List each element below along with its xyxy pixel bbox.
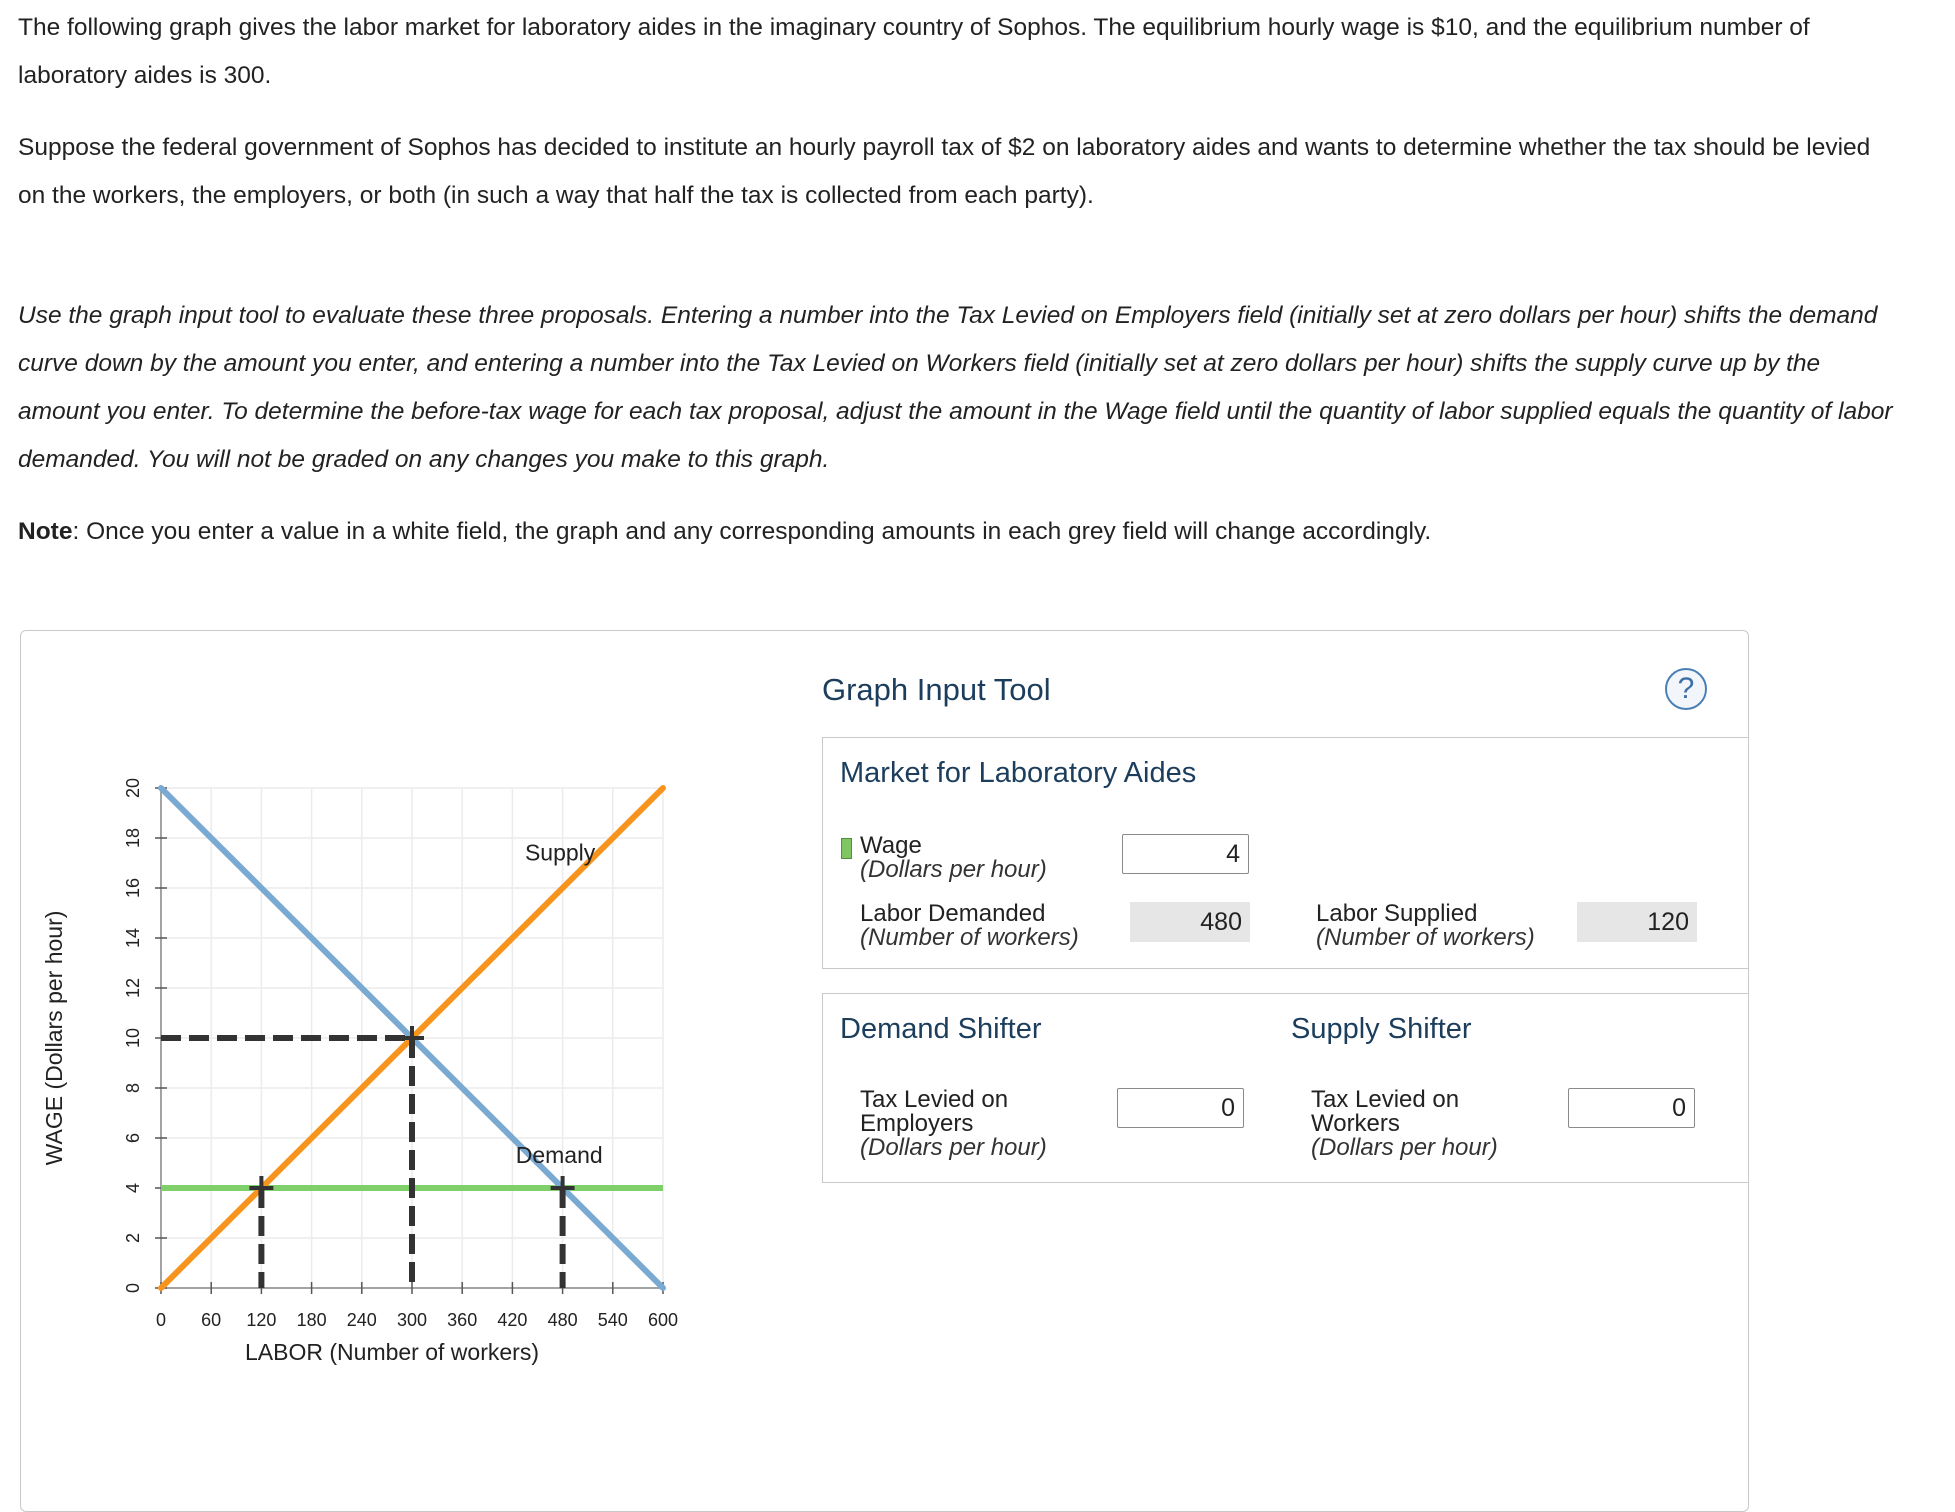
supply-curve-label: Supply bbox=[524, 839, 596, 866]
labor-demanded-label bbox=[860, 902, 1079, 950]
y-tick-label: 4 bbox=[122, 1182, 143, 1194]
intro-paragraph-2: Suppose the federal government of Sophos has decided to institute an hourly payroll tax of $2 on laboratory aides and wants to determine whether the tax should be levied on the workers, the employers, or both (in such a way that half the tax is collected from each party). bbox=[18, 134, 1871, 209]
tax-workers-unit: (Dollars per hour) bbox=[1311, 1134, 1498, 1161]
x-tick-label: 480 bbox=[547, 1310, 578, 1330]
x-tick-label: 180 bbox=[296, 1310, 327, 1330]
wage-label-text: Wage bbox=[860, 832, 922, 859]
tax-employers-label bbox=[860, 1088, 1047, 1160]
note-paragraph bbox=[18, 508, 1898, 556]
labor-demanded-unit: (Number of workers) bbox=[860, 924, 1079, 951]
demand-curve-label: Demand bbox=[515, 1142, 603, 1168]
y-tick-label: 10 bbox=[122, 1027, 143, 1049]
y-tick-label: 2 bbox=[122, 1232, 143, 1244]
wage-unit: (Dollars per hour) bbox=[860, 856, 1047, 883]
labor-supplied-value: 120 bbox=[1577, 902, 1697, 942]
y-tick-label: 16 bbox=[122, 877, 143, 899]
y-axis-label: WAGE (Dollars per hour) bbox=[41, 910, 67, 1166]
x-tick-label: 420 bbox=[497, 1310, 528, 1330]
x-tick-label: 60 bbox=[201, 1310, 222, 1330]
x-axis-label: LABOR (Number of workers) bbox=[245, 1339, 539, 1365]
tax-employers-label-line2: Employers bbox=[860, 1110, 974, 1137]
tax-workers-label bbox=[1311, 1088, 1498, 1160]
x-tick-label: 360 bbox=[447, 1310, 478, 1330]
x-tick-label: 600 bbox=[647, 1310, 679, 1330]
wage-label bbox=[860, 834, 1047, 882]
intro-paragraph-1: The following graph gives the labor market for laboratory aides in the imaginary country of Sophos. The equilibrium hourly wage is $10, and the equilibrium number of laboratory aides is 300. bbox=[18, 14, 1810, 89]
y-tick-label: 6 bbox=[122, 1132, 143, 1144]
x-tick-label: 300 bbox=[396, 1310, 428, 1330]
supply-shifter-title: Supply Shifter bbox=[1291, 1013, 1472, 1045]
tax-employers-input[interactable]: 0 bbox=[1117, 1088, 1244, 1128]
labor-supplied-label-text: Labor Supplied bbox=[1316, 900, 1478, 927]
x-tick-label: 540 bbox=[597, 1310, 628, 1330]
labor-demanded-value: 480 bbox=[1130, 902, 1250, 942]
tax-workers-label-line2: Workers bbox=[1311, 1110, 1400, 1137]
note-label: Note bbox=[18, 518, 73, 545]
instructions-paragraph: Use the graph input tool to evaluate these three proposals. Entering a number into the Tax Levied on Employers field (initially set at zero dollars per hour) shifts the demand curve down by the amount you enter, and entering a number into the Tax Levied on Workers field (initially set at zero dollars per hour) shifts the supply curve up by the amount you enter. To determine the before-tax wage for each tax proposal, adjust the amount in the Wage field until the quantity of labor supplied equals the quantity of labor demanded. You will not be graded on any changes you make to this graph. bbox=[18, 302, 1893, 473]
x-tick-label: 0 bbox=[155, 1310, 167, 1330]
labor-supplied-label bbox=[1316, 902, 1535, 950]
labor-supplied-unit: (Number of workers) bbox=[1316, 924, 1535, 951]
x-tick-label: 120 bbox=[246, 1310, 277, 1330]
tax-employers-label-line1: Tax Levied on bbox=[860, 1086, 1009, 1113]
help-icon[interactable]: ? bbox=[1665, 668, 1707, 710]
labor-market-chart[interactable] bbox=[40, 760, 720, 1380]
demand-shifter-title: Demand Shifter bbox=[840, 1013, 1042, 1045]
wage-swatch-icon bbox=[841, 838, 852, 859]
x-tick-label: 240 bbox=[346, 1310, 377, 1330]
y-tick-label: 0 bbox=[122, 1282, 143, 1294]
y-tick-label: 8 bbox=[122, 1082, 143, 1094]
graph-input-tool-title: Graph Input Tool bbox=[822, 672, 1051, 707]
y-tick-label: 14 bbox=[122, 927, 143, 949]
y-tick-label: 12 bbox=[122, 977, 143, 999]
y-tick-label: 20 bbox=[122, 777, 143, 799]
tax-workers-label-line1: Tax Levied on bbox=[1311, 1086, 1460, 1113]
wage-input[interactable]: 4 bbox=[1122, 834, 1249, 874]
tax-employers-unit: (Dollars per hour) bbox=[860, 1134, 1047, 1161]
tax-workers-input[interactable]: 0 bbox=[1568, 1088, 1695, 1128]
labor-demanded-label-text: Labor Demanded bbox=[860, 900, 1046, 927]
note-text: : Once you enter a value in a white field, the graph and any corresponding amounts in each grey field will change accordingly. bbox=[72, 518, 1432, 545]
y-tick-label: 18 bbox=[122, 827, 143, 849]
market-title: Market for Laboratory Aides bbox=[840, 757, 1197, 789]
